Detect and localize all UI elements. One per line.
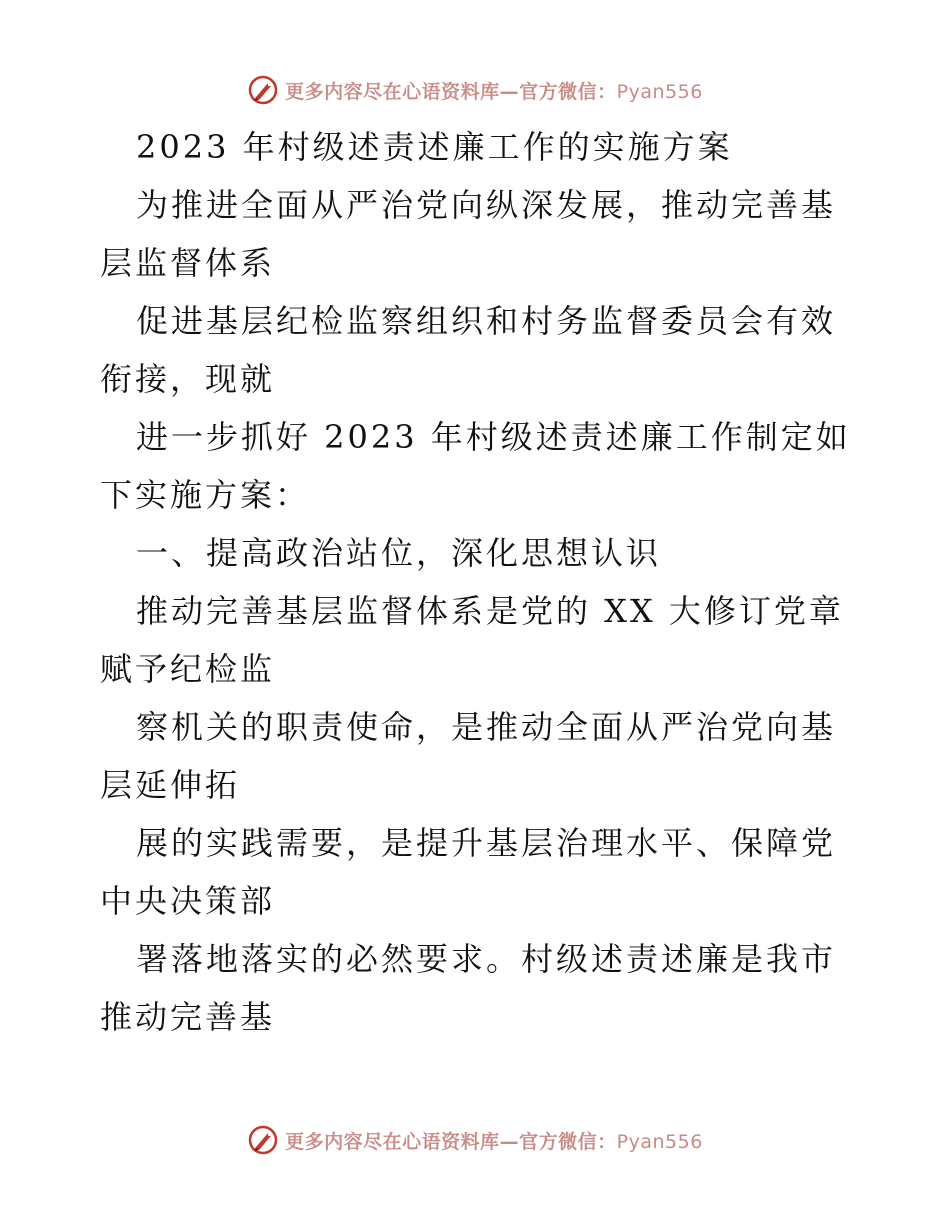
- paragraph: 推动完善基层监督体系是党的 XX 大修订党章赋予纪检监: [100, 592, 844, 688]
- header-banner: [0, 70, 950, 110]
- pen-logo-icon: [247, 74, 279, 106]
- paragraph: 署落地落实的必然要求。村级述责述廉是我市推动完善基: [100, 940, 837, 1036]
- paragraph: 展的实践需要，是提升基层治理水平、保障党中央决策部: [100, 824, 837, 920]
- paragraph: 察机关的职责使命，是推动全面从严治党向基层延伸拓: [100, 708, 837, 804]
- wechat-handle: Pyan556: [616, 80, 703, 103]
- section-heading: 一、提高政治站位，深化思想认识: [136, 534, 662, 572]
- footer-banner: [0, 1120, 950, 1160]
- document-body: [100, 118, 860, 1046]
- paragraph: 为推进全面从严治党向纵深发展，推动完善基层监督体系: [100, 186, 837, 282]
- paragraph: 进一步抓好 2023 年村级述责述廉工作制定如下实施方案：: [100, 418, 851, 514]
- banner-text: 更多内容尽在心语资料库—官方微信：Pyan556: [285, 1130, 703, 1153]
- banner-text: 更多内容尽在心语资料库—官方微信：Pyan556: [285, 80, 703, 103]
- document-title: 2023 年村级述责述廉工作的实施方案: [136, 128, 733, 166]
- pen-logo-icon: [247, 1124, 279, 1156]
- wechat-handle: Pyan556: [616, 1130, 703, 1153]
- paragraph: 促进基层纪检监察组织和村务监督委员会有效衔接，现就: [100, 302, 837, 398]
